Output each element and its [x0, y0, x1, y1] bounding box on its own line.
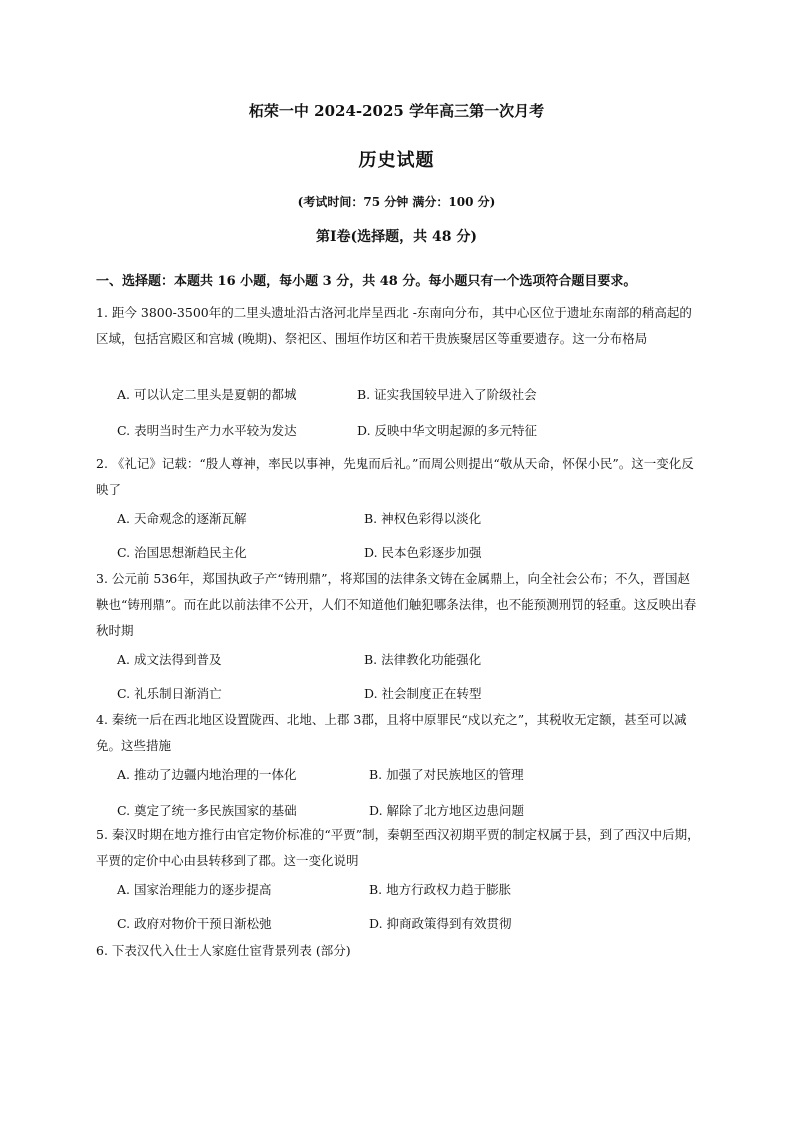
section-heading: 一、选择题：本题共 16 小题，每小题 3 分，共 48 分。每小题只有一个选项符合题目要求。 — [96, 274, 637, 289]
question-1-option-a: A. 可以认定二里头是夏朝的都城 — [117, 387, 297, 402]
question-2-option-b: B. 神权色彩得以淡化 — [364, 511, 482, 526]
question-4-option-a: A. 推动了边疆内地治理的一体化 — [117, 767, 297, 782]
question-2-option-a: A. 天命观念的逐渐瓦解 — [117, 511, 247, 526]
exam-info: (考试时间：75 分钟 满分：100 分) — [297, 195, 496, 209]
question-4-option-b: B. 加强了对民族地区的管理 — [369, 767, 524, 782]
question-4-option-c: C. 奠定了统一多民族国家的基础 — [117, 803, 297, 818]
question-1-option-b: B. 证实我国较早进入了阶级社会 — [357, 387, 537, 402]
question-3-stem: 3. 公元前 536年，郑国执政子产“铸刑鼎”，将郑国的法律条文铸在金属鼎上，向全社会公布；不久，晋国赵鞅也“铸刑鼎”。而在此以前法律不公开，人们不知道他们触犯哪条法律，也不能预测刑罚的轻重。这反映出春秋时期 — [96, 571, 697, 638]
part-title: 第Ⅰ卷(选择题，共 48 分) — [315, 229, 478, 245]
question-5-option-a: A. 国家治理能力的逐步提高 — [117, 882, 272, 897]
question-4-option-d: D. 解除了北方地区边患问题 — [369, 803, 525, 818]
question-2-stem: 2. 《礼记》记载：“殷人尊神，率民以事神，先鬼而后礼。”而周公则提出“敬从天命，怀保小民”。这一变化反映了 — [96, 456, 694, 497]
question-3-option-d: D. 社会制度正在转型 — [364, 686, 482, 701]
question-5-option-b: B. 地方行政权力趋于膨胀 — [369, 882, 512, 897]
question-5-stem: 5. 秦汉时期在地方推行由官定物价标准的“平贾”制，秦朝至西汉初期平贾的制定权属于县，到了西汉中后期，平贾的定价中心由县转移到了郡。这一变化说明 — [96, 827, 700, 868]
school-exam-title: 柘荣一中 2024-2025 学年高三第一次月考 — [248, 102, 545, 120]
question-3-option-b: B. 法律教化功能强化 — [364, 652, 482, 667]
question-5-option-c: C. 政府对物价干预日渐松弛 — [117, 916, 272, 931]
question-2-option-c: C. 治国思想渐趋民主化 — [117, 545, 247, 560]
question-1-option-d: D. 反映中华文明起源的多元特征 — [357, 423, 538, 438]
question-1-option-c: C. 表明当时生产力水平较为发达 — [117, 423, 297, 438]
question-3-option-c: C. 礼乐制日渐消亡 — [117, 686, 222, 701]
subject-title: 历史试题 — [358, 150, 435, 171]
question-3-option-a: A. 成文法得到普及 — [117, 652, 222, 667]
question-4-stem: 4. 秦统一后在西北地区设置陇西、北地、上郡 3郡，且将中原罪民“戍以充之”，其税收无定额，甚至可以减免。这些措施 — [96, 712, 687, 753]
question-2-option-d: D. 民本色彩逐步加强 — [364, 545, 482, 560]
question-6-stem: 6. 下表汉代入仕士人家庭仕宦背景列表 (部分) — [96, 943, 351, 958]
question-1-stem: 1. 距今 3800-3500年的二里头遗址沿古洛河北岸呈西北 -东南向分布，其中心区位于遗址东南部的稍高起的区域，包括宫殿区和宫城 (晚期)、祭祀区、围垣作坊区和若干贵族聚居区等重要遗存。这一分布格局 — [96, 305, 692, 346]
question-5-option-d: D. 抑商政策得到有效贯彻 — [369, 916, 512, 931]
